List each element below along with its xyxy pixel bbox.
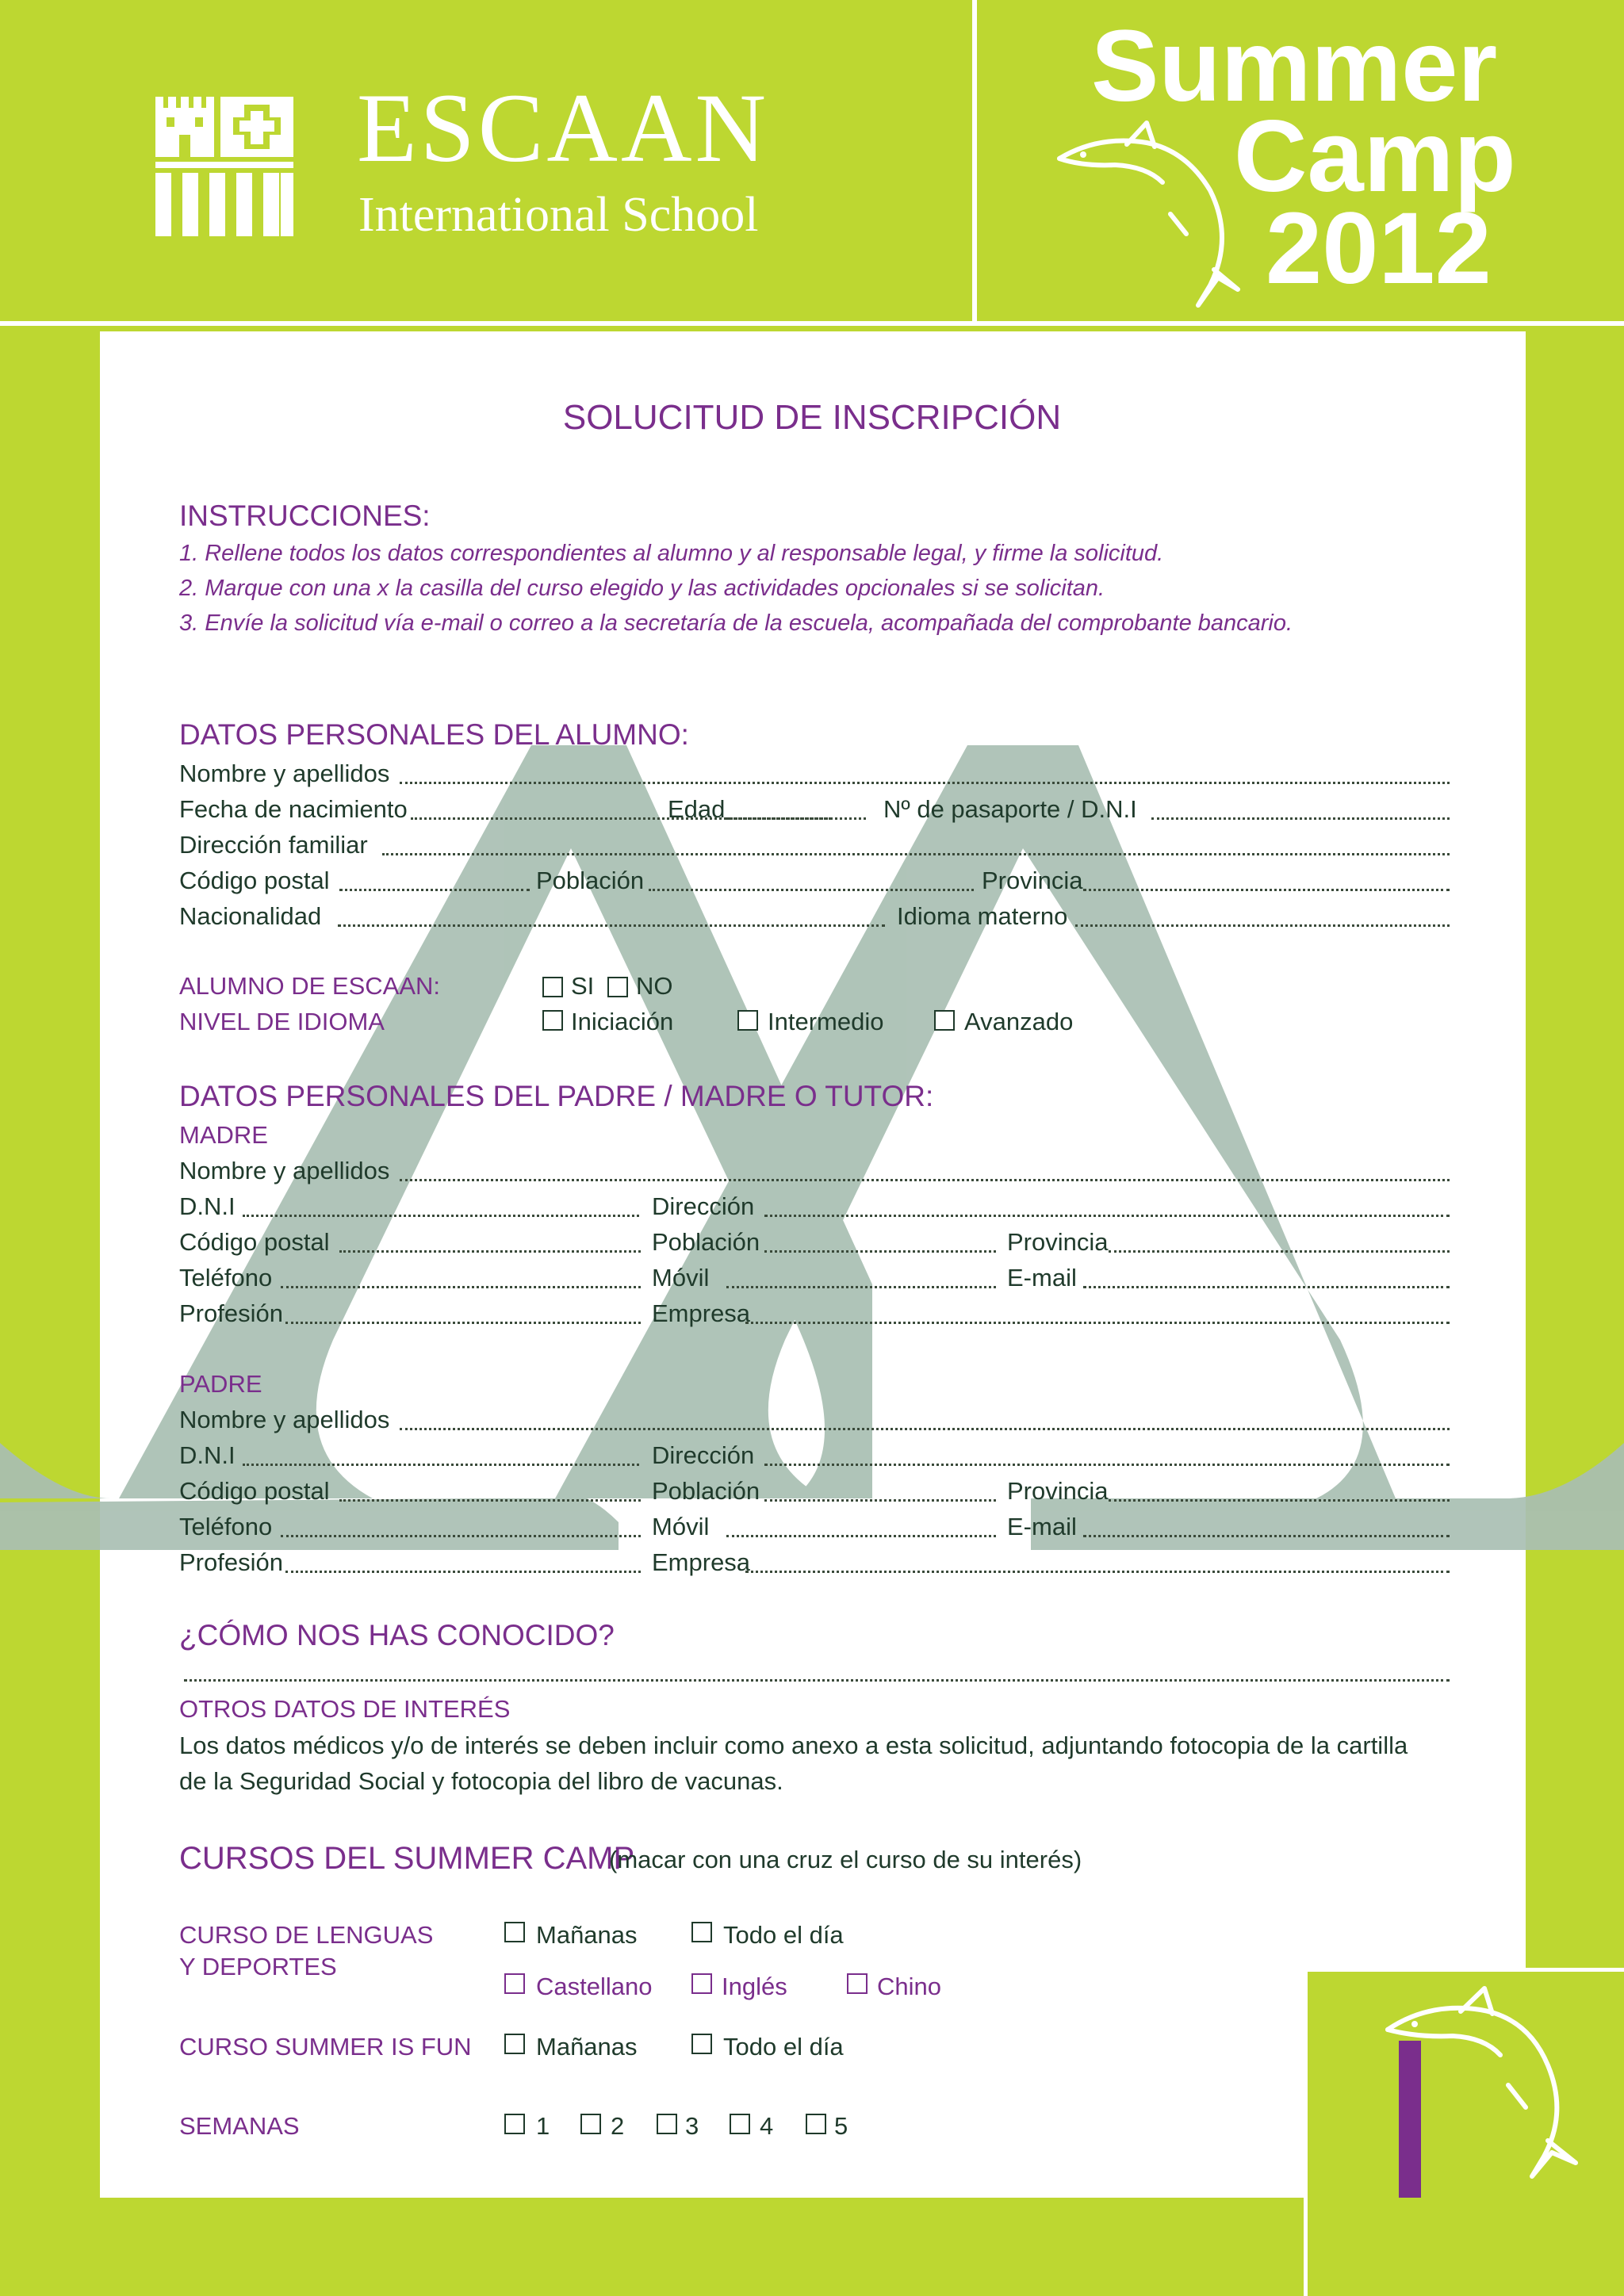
parents-heading: DATOS PERSONALES DEL PADRE / MADRE O TUTOR: [179, 1080, 934, 1112]
father-company-field[interactable] [745, 1571, 1450, 1573]
postal-field[interactable] [339, 889, 530, 891]
language-field[interactable] [1075, 924, 1450, 927]
student-address-row[interactable] [179, 831, 1450, 863]
mother-profession-field[interactable] [285, 1322, 641, 1324]
mother-name-field[interactable] [400, 1179, 1450, 1181]
lang-fullday-label: Todo el día [723, 1921, 844, 1949]
father-town-label: Población [652, 1477, 760, 1505]
town-label: Población [536, 867, 645, 894]
dolphin-icon [1051, 119, 1258, 309]
father-dni-row[interactable] [179, 1441, 1450, 1473]
mother-dni-row[interactable] [179, 1192, 1450, 1224]
father-name-label: Nombre y apellidos [179, 1406, 390, 1433]
mother-email-field[interactable] [1083, 1286, 1450, 1288]
other-info-line1: Los datos médicos y/o de interés se deben incluir como anexo a esta solicitud, adjuntando fotocopia de la cartilla [179, 1732, 1408, 1759]
school-name: ESCAAN [357, 74, 770, 182]
how-known-field[interactable] [184, 1679, 1450, 1682]
mother-profession-label: Profesión [179, 1299, 283, 1327]
father-profession-field[interactable] [285, 1571, 641, 1573]
week-2-checkbox[interactable] [580, 2114, 601, 2134]
mother-phone-row[interactable] [179, 1264, 1450, 1295]
instructions-heading: INSTRUCCIONES: [179, 499, 431, 532]
mother-address-field[interactable] [764, 1215, 1450, 1217]
mother-mobile-field[interactable] [726, 1286, 996, 1288]
mother-dni-label: D.N.I [179, 1192, 236, 1220]
camp-year: 2012 [1266, 192, 1492, 305]
instruction-1: 1. Rellene todos los datos correspondientes al alumno y al responsable legal, y firme la solicitud. [179, 541, 1164, 566]
father-dni-label: D.N.I [179, 1441, 236, 1469]
level-intermediate-label: Intermedio [768, 1008, 884, 1035]
school-emblem-icon [155, 97, 298, 239]
courses-heading: CURSOS DEL SUMMER CAMP [179, 1841, 635, 1876]
week-4-checkbox[interactable] [730, 2114, 750, 2134]
escaan-no-checkbox[interactable] [607, 977, 628, 997]
student-postal-row[interactable] [179, 867, 1450, 898]
father-province-label: Provincia [1007, 1477, 1109, 1505]
course-lang-sports-line1: CURSO DE LENGUAS [179, 1921, 434, 1949]
mother-label: MADRE [179, 1121, 268, 1149]
language-level-label: NIVEL DE IDIOMA [179, 1008, 385, 1035]
nationality-field[interactable] [338, 924, 885, 927]
father-postal-label: Código postal [179, 1477, 330, 1505]
lang-spanish-label: Castellano [536, 1973, 653, 2000]
escaan-student-label: ALUMNO DE ESCAAN: [179, 972, 441, 1000]
father-phone-label: Teléfono [179, 1513, 273, 1540]
other-info-heading: OTROS DATOS DE INTERÉS [179, 1695, 511, 1723]
week-4-label: 4 [760, 2112, 774, 2140]
mother-postal-field[interactable] [339, 1250, 641, 1253]
age-label: Edad [668, 795, 726, 823]
mother-company-label: Empresa [652, 1299, 751, 1327]
lang-english-label: Inglés [722, 1973, 787, 2000]
weeks-label: SEMANAS [179, 2112, 300, 2140]
father-profession-row[interactable] [179, 1548, 1450, 1580]
lang-english-checkbox[interactable] [691, 1973, 712, 1994]
dolphin-corner-icon [1381, 1982, 1595, 2180]
summer-fun-label: CURSO SUMMER IS FUN [179, 2033, 472, 2061]
lang-chinese-label: Chino [877, 1973, 941, 2000]
escaan-yes-checkbox[interactable] [542, 977, 563, 997]
level-advanced-label: Avanzado [964, 1008, 1074, 1035]
fun-mornings-checkbox[interactable] [504, 2034, 525, 2054]
lang-mornings-label: Mañanas [536, 1921, 638, 1949]
postal-label: Código postal [179, 867, 330, 894]
other-info-line2: de la Seguridad Social y fotocopia del libro de vacunas. [179, 1767, 783, 1795]
nationality-label: Nacionalidad [179, 902, 322, 930]
language-label: Idioma materno [897, 902, 1068, 930]
school-subtitle: International School [358, 188, 759, 242]
student-birth-row[interactable] [179, 795, 1450, 827]
father-name-row[interactable] [179, 1406, 1450, 1437]
week-1-label: 1 [536, 2112, 550, 2140]
week-3-checkbox[interactable] [657, 2114, 677, 2134]
week-5-checkbox[interactable] [806, 2114, 826, 2134]
birth-label: Fecha de nacimiento [179, 795, 408, 823]
mother-mobile-label: Móvil [652, 1264, 710, 1292]
father-company-label: Empresa [652, 1548, 751, 1576]
student-heading: DATOS PERSONALES DEL ALUMNO: [179, 718, 689, 751]
age-field[interactable] [726, 817, 866, 820]
fun-mornings-label: Mañanas [536, 2033, 638, 2061]
camp-title-line2: Camp [1234, 100, 1516, 213]
header-bottom-line [0, 321, 1624, 326]
mother-dni-field[interactable] [243, 1215, 639, 1217]
lang-fullday-checkbox[interactable] [691, 1922, 712, 1942]
escaan-yes-label: SI [571, 972, 595, 1000]
week-1-checkbox[interactable] [504, 2114, 525, 2134]
father-dni-field[interactable] [243, 1464, 639, 1466]
father-phone-row[interactable] [179, 1513, 1450, 1544]
mother-postal-row[interactable] [179, 1228, 1450, 1260]
student-name-row[interactable] [179, 760, 1450, 791]
fun-fullday-checkbox[interactable] [691, 2034, 712, 2054]
father-mobile-field[interactable] [726, 1535, 996, 1537]
escaan-no-label: NO [636, 972, 673, 1000]
mother-province-field[interactable] [1109, 1250, 1450, 1253]
mother-town-label: Población [652, 1228, 760, 1256]
passport-label: Nº de pasaporte / D.N.I [883, 795, 1137, 823]
father-address-field[interactable] [764, 1464, 1450, 1466]
student-name-field[interactable] [400, 782, 1450, 784]
week-3-label: 3 [685, 2112, 699, 2140]
mother-name-label: Nombre y apellidos [179, 1157, 390, 1184]
how-known-row[interactable] [179, 1657, 1450, 1689]
mother-profession-row[interactable] [179, 1299, 1450, 1331]
lang-chinese-checkbox[interactable] [847, 1973, 868, 1994]
level-beginner-checkbox[interactable] [542, 1010, 563, 1031]
course-lang-sports-line2: Y DEPORTES [179, 1953, 337, 1980]
instruction-2: 2. Marque con una x la casilla del curso elegido y las actividades opcionales si se solicitan. [179, 576, 1105, 601]
camp-title-line1: Summer [1091, 10, 1498, 123]
mother-postal-label: Código postal [179, 1228, 330, 1256]
instruction-3: 3. Envíe la solicitud vía e-mail o correo a la secretaría de la escuela, acompañada del comprobante bancario. [179, 610, 1293, 636]
form-title: SOLUCITUD DE INSCRIPCIÓN [562, 398, 1062, 437]
week-5-label: 5 [834, 2112, 848, 2140]
mother-address-label: Dirección [652, 1192, 755, 1220]
lang-mornings-checkbox[interactable] [504, 1922, 525, 1942]
student-nationality-row[interactable] [179, 902, 1450, 934]
father-town-field[interactable] [764, 1499, 996, 1502]
father-email-field[interactable] [1083, 1535, 1450, 1537]
level-intermediate-checkbox[interactable] [737, 1010, 758, 1031]
level-beginner-label: Iniciación [571, 1008, 674, 1035]
father-phone-field[interactable] [281, 1535, 641, 1537]
header-divider [972, 0, 977, 325]
lang-spanish-checkbox[interactable] [504, 1973, 525, 1994]
mother-email-label: E-mail [1007, 1264, 1077, 1292]
student-name-label: Nombre y apellidos [179, 760, 390, 787]
father-label: PADRE [179, 1370, 262, 1398]
mother-name-row[interactable] [179, 1157, 1450, 1188]
mother-town-field[interactable] [764, 1250, 996, 1253]
level-advanced-checkbox[interactable] [934, 1010, 955, 1031]
father-postal-field[interactable] [339, 1499, 641, 1502]
courses-note: (macar con una cruz el curso de su interés) [609, 1846, 1082, 1873]
fun-fullday-label: Todo el día [723, 2033, 844, 2061]
address-field[interactable] [382, 853, 1450, 855]
father-name-field[interactable] [400, 1428, 1450, 1430]
father-profession-label: Profesión [179, 1548, 283, 1576]
mother-province-label: Provincia [1007, 1228, 1109, 1256]
week-2-label: 2 [611, 2112, 625, 2140]
father-email-label: E-mail [1007, 1513, 1077, 1540]
how-known-heading: ¿CÓMO NOS HAS CONOCIDO? [179, 1619, 615, 1651]
father-postal-row[interactable] [179, 1477, 1450, 1509]
province-field[interactable] [1083, 889, 1450, 891]
address-label: Dirección familiar [179, 831, 368, 859]
father-province-field[interactable] [1109, 1499, 1450, 1502]
passport-field[interactable] [1151, 817, 1450, 820]
province-label: Provincia [982, 867, 1083, 894]
father-mobile-label: Móvil [652, 1513, 710, 1540]
mother-phone-field[interactable] [281, 1286, 641, 1288]
town-field[interactable] [649, 889, 974, 891]
father-address-label: Dirección [652, 1441, 755, 1469]
mother-company-field[interactable] [745, 1322, 1450, 1324]
mother-phone-label: Teléfono [179, 1264, 273, 1292]
